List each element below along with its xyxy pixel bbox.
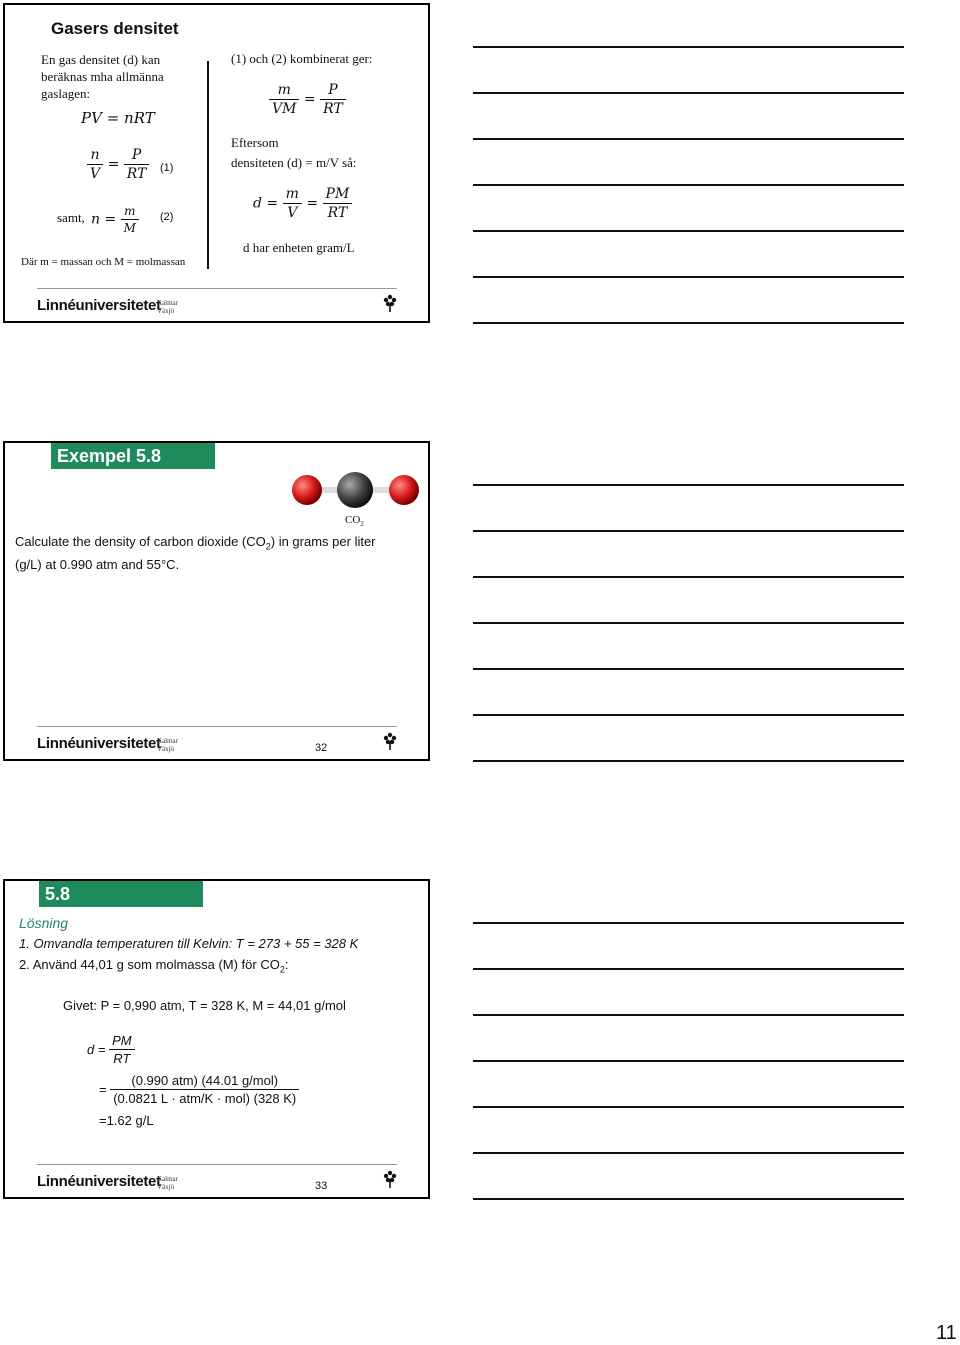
- since-line-2: densiteten (d) = m/V så:: [231, 155, 357, 170]
- university-logo: Linnéuniversitetet: [37, 1173, 161, 1190]
- note-line: [473, 230, 904, 232]
- density-lhs: d =: [253, 195, 279, 212]
- eq2-prefix: samt,: [57, 210, 85, 225]
- eq2-lhs: n =: [91, 211, 117, 228]
- note-line: [473, 668, 904, 670]
- combined-numerator-right: P: [320, 82, 346, 100]
- note-line: [473, 1060, 904, 1062]
- logo-sub-vaxjo: Växjö: [157, 1183, 175, 1191]
- page-number: 11: [936, 1322, 957, 1344]
- density-numerator-1: m: [283, 186, 302, 204]
- problem-subscript: 2: [265, 541, 271, 552]
- combined-denominator-left: VM: [272, 101, 297, 117]
- university-logo: Linnéuniversitetet: [37, 735, 161, 752]
- footer-rule: [37, 1164, 397, 1165]
- note-line: [473, 922, 904, 924]
- eq1-denominator-right: RT: [126, 166, 147, 182]
- eq2-denominator: M: [123, 221, 136, 235]
- step2-text-a: 2. Använd 44,01 g som molmassa (M) för CO: [19, 957, 280, 972]
- slide-losning-5-8: [3, 879, 430, 1199]
- solution-step-1: 1. Omvandla temperaturen till Kelvin: T = 273 + 55 = 328 K: [19, 936, 359, 951]
- column-divider: [207, 61, 209, 269]
- definition-text: Där m = massan och M = molmassan: [21, 256, 186, 268]
- molecule-label-sub: 2: [360, 520, 364, 529]
- logo-sub-kalmar: Kalmar: [157, 1175, 178, 1183]
- note-line: [473, 1152, 904, 1154]
- calc-denominator: RT: [113, 1051, 131, 1066]
- footer-rule: [37, 288, 397, 289]
- problem-text: [15, 533, 425, 574]
- calc-line-1: [87, 1033, 135, 1066]
- slide-title: Gasers densitet: [51, 19, 179, 38]
- logo-sub-kalmar: Kalmar: [157, 299, 178, 307]
- note-line: [473, 530, 904, 532]
- note-line: [473, 138, 904, 140]
- density-denominator-1: V: [287, 205, 298, 221]
- note-line: [473, 1106, 904, 1108]
- tree-icon: [383, 294, 397, 312]
- density-numerator-2: PM: [323, 186, 353, 204]
- calc-numerator: PM: [109, 1033, 135, 1050]
- combined-text: (1) och (2) kombinerat ger:: [231, 51, 373, 66]
- calc-numerator-2: (0.990 atm) (44.01 g/mol): [110, 1073, 299, 1090]
- logo-sub-vaxjo: Växjö: [157, 745, 175, 753]
- ideal-gas-law: PV = nRT: [81, 109, 155, 127]
- eq2-numerator: m: [121, 204, 139, 220]
- solution-banner: 5.8: [39, 881, 203, 907]
- slide-page-number: 32: [315, 742, 328, 754]
- density-equation: d = $\frac{m}{V}$ = $\frac{PM}{RT}$: [253, 186, 352, 221]
- equation-1: $\frac{n}{V}$ = $\frac{P}{RT}$: [87, 147, 149, 182]
- molecule-label-text: CO: [345, 514, 361, 526]
- given-values: Givet: P = 0,990 atm, T = 328 K, M = 44,01 g/mol: [63, 998, 346, 1013]
- equation-2: [91, 204, 139, 235]
- calc-denominator-2: (0.0821 L · atm/K · mol) (328 K): [113, 1091, 297, 1106]
- tree-icon: [383, 732, 397, 750]
- intro-text: En gas densitet (d) kan beräknas mha allmänna gaslagen:: [41, 52, 164, 101]
- eq1-numerator-right: P: [124, 147, 150, 165]
- note-line: [473, 760, 904, 762]
- since-text: [231, 133, 357, 173]
- molecule-label: [345, 514, 364, 528]
- note-line: [473, 576, 904, 578]
- note-line: [473, 322, 904, 324]
- step2-text-b: :: [284, 957, 289, 972]
- university-logo: Linnéuniversitetet: [37, 297, 161, 314]
- co2-molecule-icon: [287, 465, 423, 517]
- note-line: [473, 276, 904, 278]
- calc-equals: =: [99, 1082, 107, 1097]
- logo-sub-kalmar: Kalmar: [157, 737, 178, 745]
- logo-subtitle: [157, 1175, 178, 1191]
- problem-text-b: ) in grams per liter: [270, 534, 376, 549]
- solution-step-2: [19, 957, 288, 975]
- note-line: [473, 184, 904, 186]
- problem-text-c: (g/L) at 0.990 atm and 55°C.: [15, 556, 180, 572]
- calc-line-2: [99, 1073, 299, 1106]
- density-denominator-2: RT: [327, 205, 348, 221]
- note-line: [473, 1014, 904, 1016]
- slide-exempel-5-8: [3, 441, 430, 761]
- problem-text-a: Calculate the density of carbon dioxide (CO: [15, 534, 266, 549]
- note-line: [473, 1198, 904, 1200]
- eq1-denominator-left: V: [90, 166, 101, 182]
- note-line: [473, 968, 904, 970]
- step2-subscript: 2: [279, 964, 285, 975]
- unit-note: d har enheten gram/L: [243, 240, 355, 255]
- footer-rule: [37, 726, 397, 727]
- eq1-label: (1): [160, 162, 174, 174]
- eq1-numerator-left: n: [87, 147, 103, 165]
- logo-subtitle: [157, 737, 178, 753]
- combined-equation: $\frac{m}{VM}$ = $\frac{P}{RT}$: [269, 82, 346, 117]
- calc-d: d =: [87, 1042, 106, 1057]
- eq2-label: (2): [160, 211, 174, 223]
- combined-numerator-left: m: [269, 82, 299, 100]
- slide-gasers-densitet: [3, 3, 430, 323]
- tree-icon: [383, 1170, 397, 1188]
- logo-sub-vaxjo: Växjö: [157, 307, 175, 315]
- note-line: [473, 484, 904, 486]
- combined-denominator-right: RT: [323, 101, 343, 117]
- logo-subtitle: [157, 299, 178, 315]
- note-line: [473, 622, 904, 624]
- calc-result: =1.62 g/L: [99, 1113, 154, 1128]
- note-line: [473, 46, 904, 48]
- solution-heading: Lösning: [19, 915, 69, 931]
- note-line: [473, 92, 904, 94]
- example-banner: Exempel 5.8: [51, 443, 215, 469]
- since-line-1: Eftersom: [231, 135, 279, 150]
- slide-page-number: 33: [315, 1180, 328, 1192]
- note-line: [473, 714, 904, 716]
